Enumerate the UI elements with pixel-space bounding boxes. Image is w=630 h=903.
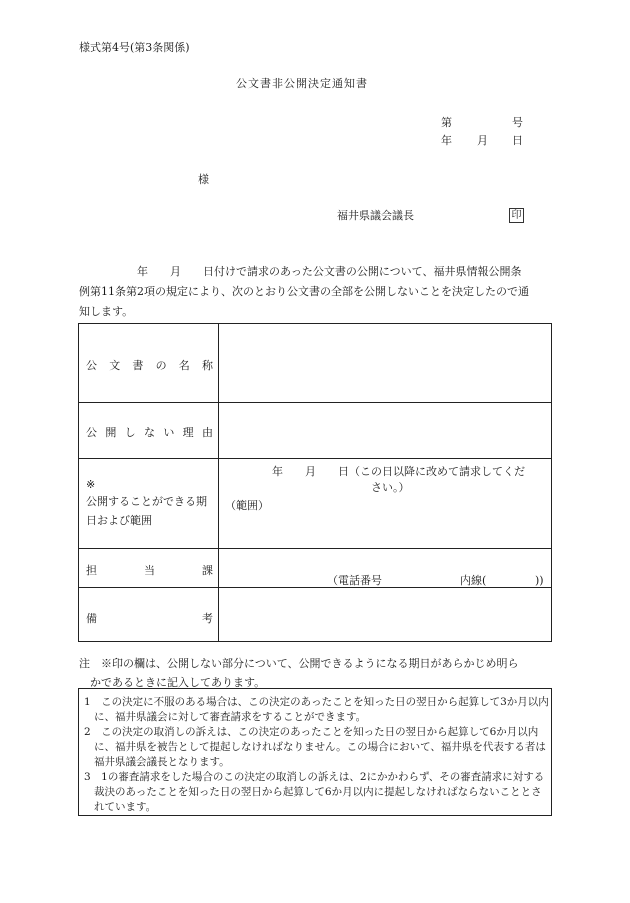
body-line: 例第11条第2項の規定により、次のとおり公文書の全部を公開しないことを決定したので通 xyxy=(79,285,529,298)
addressee-suffix: 様 xyxy=(198,173,209,186)
issuer-name: 福井県議会議長 xyxy=(337,209,414,222)
disclosable-label-line2: 日および範囲 xyxy=(86,514,152,527)
number-go: 号 xyxy=(512,116,523,129)
document-title: 公文書非公開決定通知書 xyxy=(236,77,368,90)
notice-body xyxy=(79,262,559,322)
appeal-notice-item: 2 この決定の取消しの訴えは、この決定のあったことを知った日の翌日から起算して6か月以内に、福井県を被告として提起しなければなりません。この場合において、福井県を代表する者は福井県議会議長となります。 xyxy=(84,726,546,768)
date-day-label: 日 xyxy=(512,134,523,147)
non-disclosure-reason-field[interactable] xyxy=(224,408,547,452)
remarks-field[interactable] xyxy=(224,592,547,636)
footnote-line2: かであるときに記入してあります。 xyxy=(90,676,266,689)
document-name-field[interactable] xyxy=(224,330,547,396)
decision-table xyxy=(78,323,552,642)
footnote-line1: 注 ※印の欄は、公開しない部分について、公開できるようになる期日があらかじめ明ら xyxy=(79,657,519,670)
extension-label: 内線( xyxy=(460,574,487,587)
disclosable-date-line-2: さい。） xyxy=(371,481,410,494)
appeal-notice-item: 3 1の審査請求をした場合のこの決定の取消しの訴えは、2にかかわらず、その審査請求に対する裁決のあったことを知った日の翌日から起算して6か月以内に提起しなければならないこととされています。 xyxy=(84,771,545,813)
footnote xyxy=(79,654,559,692)
form-number: 様式第4号(第3条関係) xyxy=(79,41,190,54)
disclosable-mark: ※ xyxy=(86,478,96,491)
remarks-label: 備 考 xyxy=(86,612,213,625)
appeal-notice-item: 1 この決定に不服のある場合は、この決定のあったことを知った日の翌日から起算して3か月以内に、福井県議会に対して審査請求をすることができます。 xyxy=(84,696,549,723)
seal-mark: 印 xyxy=(509,208,524,223)
scope-label: （範囲） xyxy=(225,499,269,512)
extension-close: )) xyxy=(535,574,544,587)
non-disclosure-reason-label: 公 開 し な い 理 由 xyxy=(86,426,213,439)
body-line: 年 月 日付けで請求のあった公文書の公開について、福井県情報公開条 xyxy=(137,265,522,278)
date-month-label: 月 xyxy=(477,134,488,147)
body-line: 知します。 xyxy=(79,305,134,318)
date-year-label: 年 xyxy=(441,134,452,147)
phone-label: （電話番号 xyxy=(327,574,382,587)
appeal-notice-box xyxy=(78,688,552,816)
document-name-label: 公 文 書 の 名 称 xyxy=(86,359,213,372)
department-label: 担 当 課 xyxy=(86,564,213,577)
number-dai: 第 xyxy=(441,116,452,129)
disclosable-date-line: 年 月 日（この日以降に改めて請求してくだ xyxy=(272,465,525,478)
disclosable-label-line1: 公開することができる期 xyxy=(86,495,207,508)
